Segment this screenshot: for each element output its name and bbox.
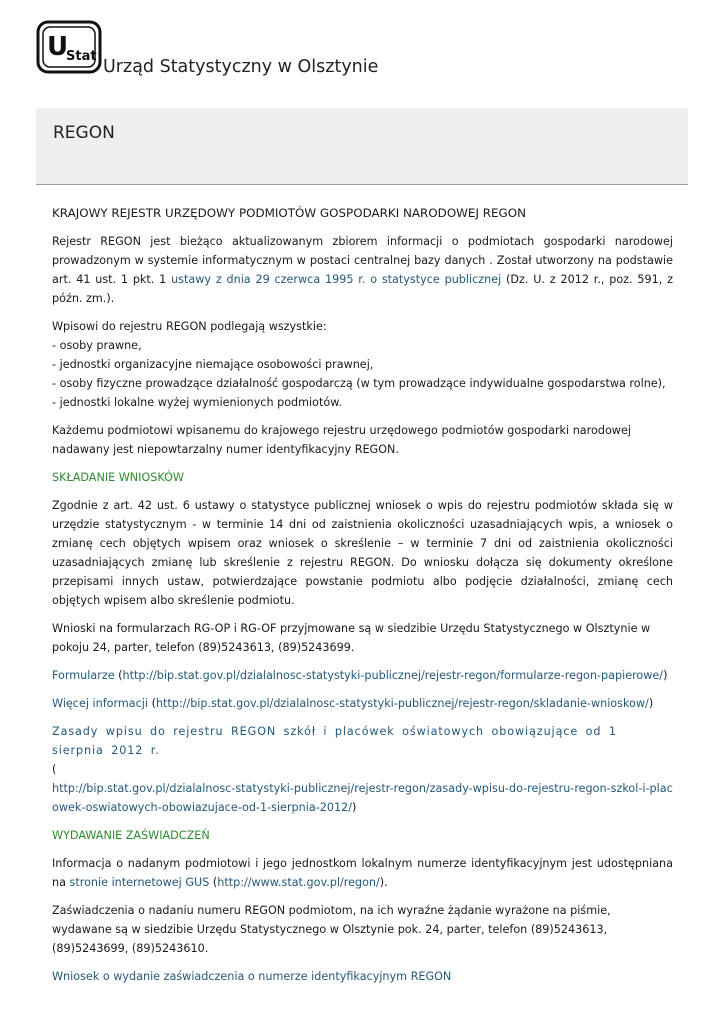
forms-info-paragraph: Wnioski na formularzach RG-OP i RG-OF przyjmowane są w siedzibie Urzędu Statystycznego w Olsztynie w pokoju 24, parter, telefon (89)5243613, (89)5243699. (52, 622, 651, 654)
school-rules-url-link[interactable]: http://bip.stat.gov.pl/dzialalnosc-statystyki-publicznej/rejestr-regon/zasady-wpisu-do-rejestru-regon-szkol-i-placowek-oswiatowych-obowiazujace-od-1-sierpnia-2012/ (52, 782, 673, 814)
svg-text:Stat: Stat (66, 49, 97, 64)
statute-link[interactable]: ustawy z dnia 29 czerwca 1995 r. o statystyce publicznej (171, 273, 502, 286)
article-heading: KRAJOWY REJESTR URZĘDOWY PODMIOTÓW GOSPODARKI NARODOWEJ REGON (52, 206, 526, 220)
section-title-certificates: WYDAWANIE ZAŚWIADCZEŃ (52, 829, 210, 842)
forms-link-line: Formularze (http://bip.stat.gov.pl/dzialalnosc-statystyki-publicznej/rejestr-regon/formularze-regon-papierowe/) (52, 669, 668, 682)
gus-website-link[interactable]: stronie internetowej GUS (69, 876, 210, 889)
svg-text:U: U (47, 32, 69, 62)
numbering-paragraph: Każdemu podmiotowi wpisanemu do krajowego rejestru urzędowego podmiotów gospodarki narodowej nadawany jest niepowtarzalny numer identyfikacyjny REGON. (52, 424, 631, 456)
subjects-block (52, 317, 673, 412)
section-title-applications: SKŁADANIE WNIOSKÓW (52, 471, 184, 484)
applications-paragraph: Zgodnie z art. 42 ust. 6 ustawy o statystyce publicznej wniosek o wpis do rejestru podmiotów składa się w urzędzie statystycznym - w terminie 14 dni od zaistnienia okoliczności uzasadniających wpis, a wniosek o zmianę cech objętych wpisem oraz wniosek o skreślenie – w terminie 7 dni od zaistnienia okoliczności uzasadniających zmianę lub skreślenie z rejestru REGON. Do wniosku dołącza się dokumenty określone przepisami innych ustaw, potwierdzające powstanie podmiotu albo podjęcie działalności, zmianę cech objętych wpisem albo skreślenie podmiotu. (52, 499, 673, 607)
more-info-link[interactable]: Więcej informacji (52, 697, 149, 710)
more-info-url-link[interactable]: http://bip.stat.gov.pl/dzialalnosc-statystyki-publicznej/rejestr-regon/skladanie-wnioskow/ (155, 697, 649, 710)
list-item: - osoby fizyczne prowadzące działalność gospodarczą (w tym prowadzące indywidualne gospodarstwa rolne), (52, 377, 666, 390)
more-info-link-line: Więcej informacji (http://bip.stat.gov.pl/dzialalnosc-statystyki-publicznej/rejestr-regon/skladanie-wnioskow/) (52, 697, 654, 710)
subjects-intro: Wpisowi do rejestru REGON podlegają wszystkie: (52, 320, 327, 333)
list-item: - jednostki organizacyjne niemające osobowości prawnej, (52, 358, 374, 371)
article-content (52, 204, 673, 995)
list-item: - jednostki lokalne wyżej wymienionych podmiotów. (52, 396, 342, 409)
certificates-info-paragraph: Informacja o nadanym podmiotowi i jego jednostkom lokalnym numerze identyfikacyjnym jest udostępniana na stronie internetowej GUS (http://www.stat.gov.pl/regon/). (52, 857, 673, 889)
certificates-paragraph: Zaświadczenia o nadaniu numeru REGON podmiotom, na ich wyraźne żądanie wyrażone na piśmie, wydawane są w siedzibie Urzędu Statystycznego w Olsztynie pok. 24, parter, telefon (89)5243613, (89)5243699, (89)5243610. (52, 904, 611, 955)
page-title: REGON (53, 123, 115, 143)
forms-link[interactable]: Formularze (52, 669, 115, 682)
gus-url-link[interactable]: http://www.stat.gov.pl/regon/ (217, 876, 380, 889)
intro-paragraph: Rejestr REGON jest bieżąco aktualizowanym zbiorem informacji o podmiotach gospodarki narodowej prowadzonym w systemie informatycznym w postaci centralnej bazy danych . Został utworzony na podstawie art. 41 ust. 1 pkt. 1 ustawy z dnia 29 czerwca 1995 r. o statystyce publicznej (Dz. U. z 2012 r., poz. 591, z późn. zm.). (52, 235, 673, 305)
list-item: - osoby prawne, (52, 339, 142, 352)
school-rules-link[interactable]: Zasady wpisu do rejestru REGON szkół i placówek oświatowych obowiązujące od 1 sierpnia 2012 r. (52, 725, 617, 757)
page-header (36, 20, 696, 80)
forms-url-link[interactable]: http://bip.stat.gov.pl/dzialalnosc-statystyki-publicznej/rejestr-regon/formularze-regon-papierowe/ (122, 669, 664, 682)
school-rules-link-line: Zasady wpisu do rejestru REGON szkół i placówek oświatowych obowiązujące od 1 sierpnia 2012 r. ( http://bip.stat.gov.pl/dzialalnosc-statystyki-publicznej/rejestr-regon/zasady-wpisu-do-rejestru-regon-szkol-i-placowek-oswiatowych-obowiazujace-od-1-sierpnia-2012/) (52, 725, 673, 814)
page-banner (36, 108, 688, 185)
us-stat-logo[interactable] (36, 20, 102, 74)
certificate-request-link[interactable]: Wniosek o wydanie zaświadczenia o numerze identyfikacyjnym REGON (52, 970, 452, 983)
site-title[interactable]: Urząd Statystyczny w Olsztynie (103, 57, 379, 77)
request-link-line (52, 967, 673, 986)
